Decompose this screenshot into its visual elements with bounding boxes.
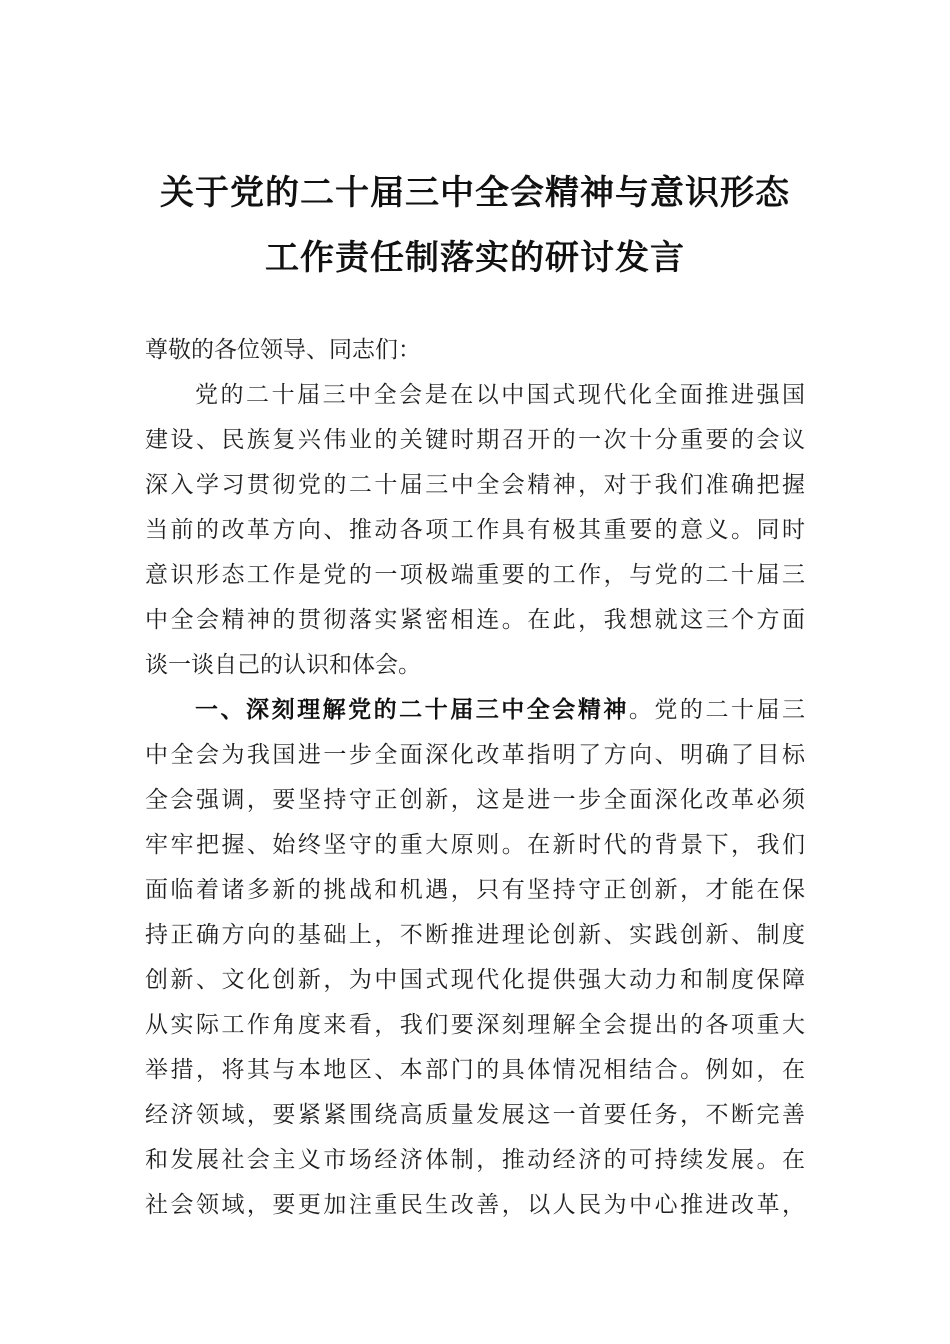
paragraph-line: 创新、文化创新，为中国式现代化提供强大动力和制度保障: [145, 967, 805, 993]
paragraph-line: 中全会为我国进一步全面深化改革指明了方向、明确了目标: [145, 742, 805, 768]
paragraph-line: 经济领域，要紧紧围绕高质量发展这一首要任务，不断完善: [145, 1102, 805, 1128]
salutation: 尊敬的各位领导、同志们：: [145, 337, 421, 363]
paragraph-line: 和发展社会主义市场经济体制，推动经济的可持续发展。在: [145, 1147, 805, 1173]
paragraph-line: 深入学习贯彻党的二十届三中全会精神，对于我们准确把握: [145, 472, 805, 498]
paragraph-line: 举措，将其与本地区、本部门的具体情况相结合。例如，在: [145, 1057, 805, 1083]
document-title-line-2: 工作责任制落实的研讨发言: [265, 238, 685, 278]
paragraph-line: 社会领域，要更加注重民生改善，以人民为中心推进改革，: [145, 1192, 805, 1218]
paragraph-line: 建设、民族复兴伟业的关键时期召开的一次十分重要的会议: [145, 427, 805, 453]
section-1-first-tail: 。党的二十届三: [628, 697, 806, 723]
document-title-line-1: 关于党的二十届三中全会精神与意识形态: [160, 173, 790, 213]
paragraph-line: 党的二十届三中全会是在以中国式现代化全面推进强国: [195, 382, 805, 408]
paragraph-line: 持正确方向的基础上，不断推进理论创新、实践创新、制度: [145, 922, 805, 948]
paragraph-line: 当前的改革方向、推动各项工作具有极其重要的意义。同时: [145, 517, 805, 543]
paragraph-line: 全会强调，要坚持守正创新，这是进一步全面深化改革必须: [145, 787, 805, 813]
section-1-first-line: [195, 688, 805, 732]
paragraph-line: 从实际工作角度来看，我们要深刻理解全会提出的各项重大: [145, 1012, 805, 1038]
paragraph-line: 面临着诸多新的挑战和机遇，只有坚持守正创新，才能在保: [145, 877, 805, 903]
section-1-heading: 一、深刻理解党的二十届三中全会精神: [195, 697, 629, 723]
paragraph-line: 中全会精神的贯彻落实紧密相连。在此，我想就这三个方面: [145, 607, 805, 633]
paragraph-line: 谈一谈自己的认识和体会。: [145, 652, 421, 678]
paragraph-line: 意识形态工作是党的一项极端重要的工作，与党的二十届三: [145, 562, 805, 588]
paragraph-line: 牢牢把握、始终坚守的重大原则。在新时代的背景下，我们: [145, 832, 805, 858]
